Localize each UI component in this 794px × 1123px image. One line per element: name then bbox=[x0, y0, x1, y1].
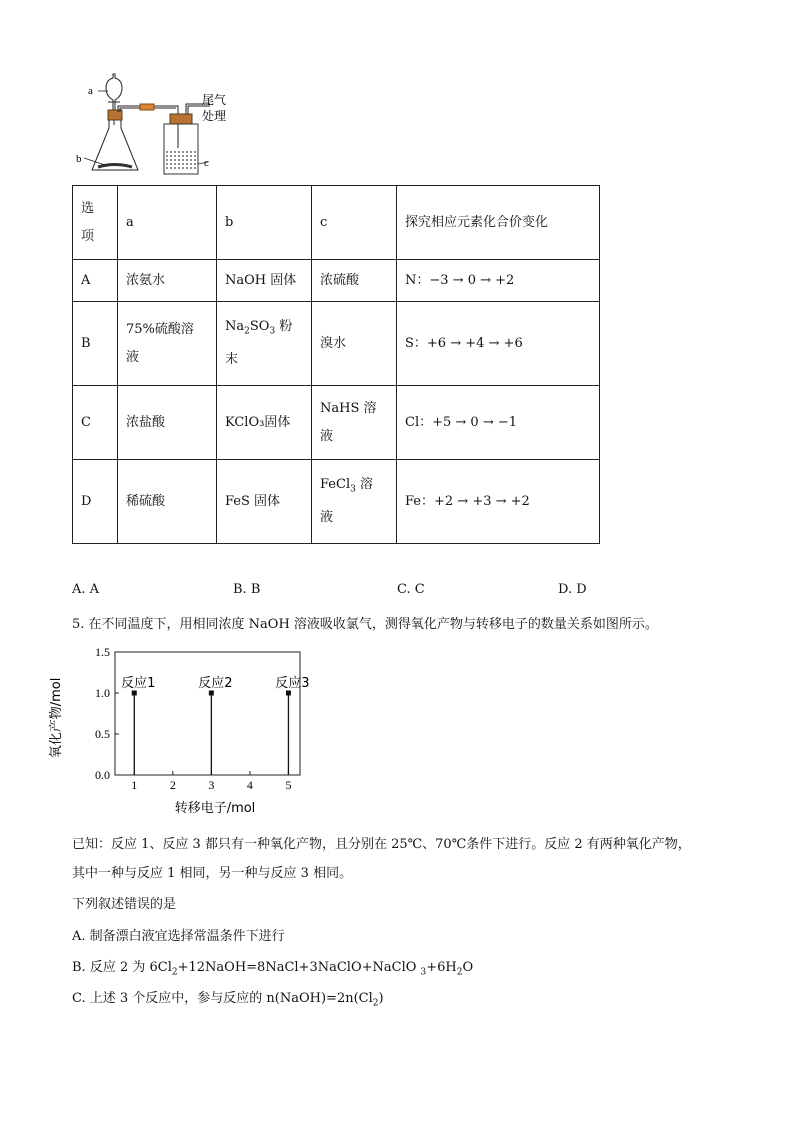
choice-c: C. C bbox=[397, 582, 425, 597]
option-a: A. 制备漂白液宜选择常温条件下进行 bbox=[72, 929, 285, 944]
data-label-reaction-1: 反应1 bbox=[121, 676, 156, 691]
known-line-2: 其中一种与反应 1 相同，另一种与反应 3 相同。 bbox=[72, 866, 353, 881]
chart-ticks bbox=[95, 645, 291, 792]
x-tick-label: 4 bbox=[246, 778, 253, 792]
x-tick-label: 3 bbox=[208, 778, 215, 792]
header-change: 探究相应元素化合价变化 bbox=[397, 186, 600, 260]
header-b: b bbox=[217, 186, 312, 260]
plot-frame bbox=[115, 652, 300, 775]
data-label-reaction-3: 反应3 bbox=[275, 676, 310, 691]
x-tick-label: 1 bbox=[131, 778, 138, 792]
header-c: c bbox=[312, 186, 397, 260]
option-b: B. 反应 2 为 $6Cl_2+12NaOH=8NaCl+3NaClO+NaClO$ $_3+6H_2O$ bbox=[72, 960, 474, 978]
table-row: A 浓氨水 NaOH 固体 浓硫酸 N：−3 → 0 → +2 bbox=[73, 260, 600, 302]
y-tick-label: 1.0 bbox=[95, 686, 110, 700]
x-tick-label: 5 bbox=[285, 778, 292, 792]
conical-flask bbox=[92, 110, 138, 170]
point-reaction-3 bbox=[286, 691, 291, 696]
gas-apparatus-diagram bbox=[76, 70, 250, 180]
known-line-1: 已知：反应 1、反应 3 都只有一种氧化产物，且分别在 25℃、70℃条件下进行。反应 2 有两种氧化产物， bbox=[72, 837, 691, 852]
label-a: a bbox=[88, 85, 93, 97]
question-ask: 下列叙述错误的是 bbox=[72, 897, 177, 912]
header-option: 选 项 bbox=[73, 186, 118, 260]
y-axis-label: 氧化产物/mol bbox=[49, 677, 64, 759]
label-b: b bbox=[76, 153, 82, 165]
table-row: B 75%硫酸溶 液 $Na_2SO_3$ 粉 末 溴水 S：+6 → +4 → +6 bbox=[73, 302, 600, 386]
gas-wash-bottle bbox=[164, 114, 198, 174]
choice-d: D. D bbox=[558, 582, 587, 597]
table-row: C 浓盐酸 KClO₃固体 NaHS 溶 液 Cl：+5 → 0 → −1 bbox=[73, 386, 600, 460]
y-tick-label: 0.5 bbox=[95, 727, 110, 741]
option-c: C. 上述 3 个反应中，参与反应的 $n(NaOH)=2n(Cl_2)$ bbox=[72, 991, 384, 1009]
oxidation-product-chart bbox=[40, 640, 320, 820]
chart-axes bbox=[115, 652, 300, 775]
options-table bbox=[72, 185, 600, 544]
tail-gas-label-1: 尾气 bbox=[202, 93, 227, 107]
point-reaction-2 bbox=[209, 691, 214, 696]
data-label-reaction-2: 反应2 bbox=[198, 676, 233, 691]
y-tick-label: 1.5 bbox=[95, 645, 110, 659]
label-c: c bbox=[204, 157, 209, 169]
x-axis-label: 转移电子/mol bbox=[174, 801, 256, 816]
point-reaction-1 bbox=[132, 691, 137, 696]
chart-marks bbox=[121, 675, 309, 775]
table-row: D 稀硫酸 FeS 固体 FeCl$_3$ 溶 液 Fe：+2 → +3 → +2 bbox=[73, 460, 600, 544]
y-tick-label: 0.0 bbox=[95, 768, 110, 782]
choice-a: A. A bbox=[72, 582, 100, 597]
header-a: a bbox=[118, 186, 217, 260]
tail-gas-label-2: 处理 bbox=[202, 109, 227, 123]
table-header-row bbox=[73, 186, 600, 260]
question-5-stem: 5. 在不同温度下，用相同浓度 NaOH 溶液吸收氯气，测得氧化产物与转移电子的数量关系如图所示。 bbox=[72, 617, 658, 632]
x-tick-label: 2 bbox=[169, 778, 176, 792]
choice-b: B. B bbox=[233, 582, 261, 597]
